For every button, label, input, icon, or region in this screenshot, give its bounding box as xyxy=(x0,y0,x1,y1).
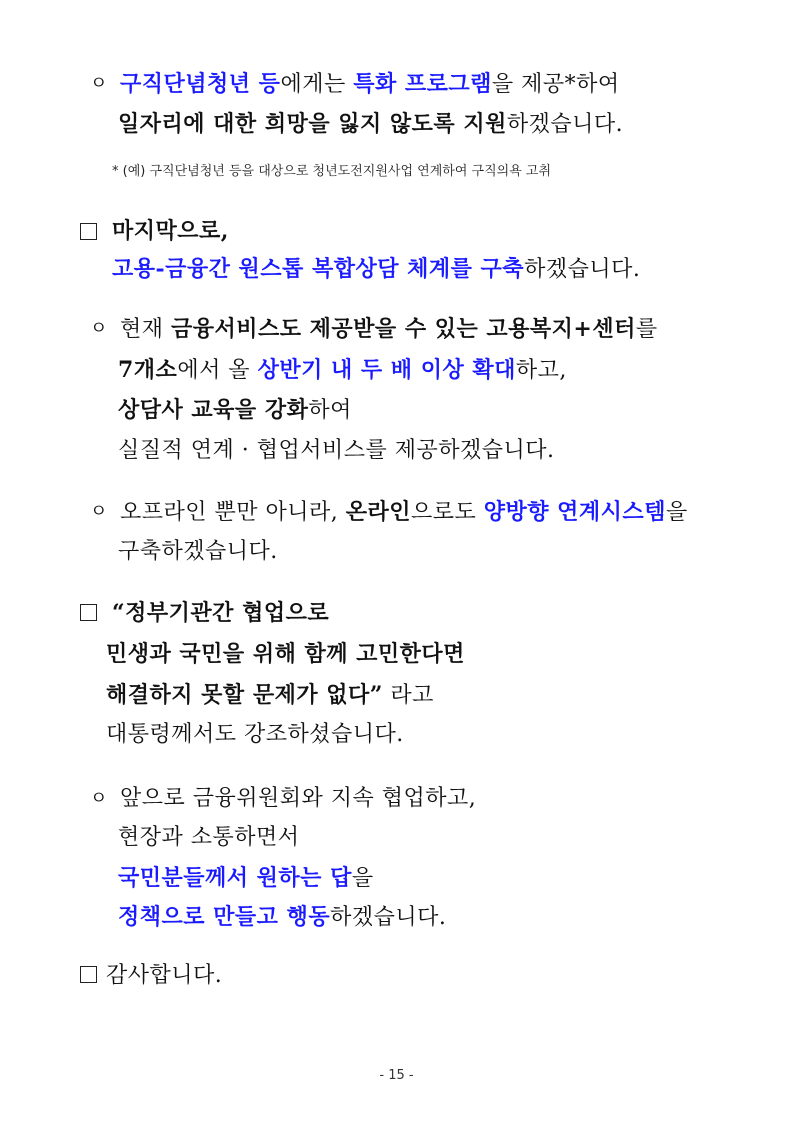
text-segment: 감사합니다. xyxy=(106,963,223,988)
checkbox-square-3 xyxy=(80,966,97,983)
text-segment: 특화 프로그램 xyxy=(353,71,492,97)
bullet-circle-4: ㅇ xyxy=(90,788,108,809)
text-line-18 xyxy=(118,862,374,895)
text-line-13 xyxy=(106,638,465,671)
text-line-7 xyxy=(118,354,567,387)
text-segment: 하여 xyxy=(308,398,352,423)
text-line-10 xyxy=(120,496,688,529)
text-segment: 하겠습니다. xyxy=(330,905,447,930)
text-line-14 xyxy=(106,679,434,712)
text-segment: 상반기 내 두 배 이상 확대 xyxy=(257,357,516,383)
text-segment: 금융서비스도 제공받을 수 있는 고용복지+센터 xyxy=(171,316,636,342)
text-line-8 xyxy=(118,394,352,427)
text-segment: 으로도 xyxy=(411,500,484,525)
text-segment: 을 xyxy=(665,500,688,525)
text-segment: 구직단념청년 등 xyxy=(120,71,281,97)
text-segment: 고용-금융간 원스톱 복합상담 체계를 구축 xyxy=(112,256,525,282)
text-segment: 실질적 연계 · 협업서비스를 제공하겠습니다. xyxy=(118,438,555,463)
text-line-5 xyxy=(112,253,640,286)
checkbox-square-1 xyxy=(80,223,97,240)
text-segment: 를 xyxy=(635,317,658,342)
text-line-11 xyxy=(118,536,278,568)
text-line-17 xyxy=(118,822,300,854)
text-segment: 양방향 연계시스템 xyxy=(483,499,666,525)
text-segment: 에서 올 xyxy=(177,358,258,383)
text-segment: 을 xyxy=(351,866,374,891)
text-segment: 국민분들께서 원하는 답 xyxy=(118,865,352,891)
text-line-15 xyxy=(106,719,404,751)
text-segment: 현재 xyxy=(120,317,171,342)
text-line-2 xyxy=(118,108,623,141)
text-segment: 을 제공*하여 xyxy=(491,72,620,97)
text-segment: 7개소 xyxy=(118,357,178,383)
text-segment: 에게는 xyxy=(280,72,354,97)
text-line-1 xyxy=(120,68,620,101)
text-line-9 xyxy=(118,435,555,467)
text-segment: 대통령께서도 강조하셨습니다. xyxy=(106,722,404,747)
text-line-16 xyxy=(120,783,476,815)
text-segment: 하고, xyxy=(515,358,567,383)
bullet-circle-1: ㅇ xyxy=(90,73,108,94)
text-line-19 xyxy=(118,901,446,934)
text-line-12 xyxy=(112,597,329,630)
text-segment: 하겠습니다. xyxy=(506,112,624,137)
text-line-20 xyxy=(106,960,222,992)
text-segment: 앞으로 금융위원회와 지속 협업하고, xyxy=(120,786,477,811)
text-segment: 마지막으로, xyxy=(112,218,229,244)
bullet-circle-2: ㅇ xyxy=(90,318,108,339)
text-segment: 오프라인 뿐만 아니라, xyxy=(120,500,346,525)
text-line-4 xyxy=(112,215,229,248)
page-number: - 15 - xyxy=(379,1068,414,1083)
text-segment: “정부기관간 협업으로 xyxy=(112,600,330,626)
text-segment: 해결하지 못할 문제가 없다” xyxy=(106,682,383,708)
text-segment: 라고 xyxy=(382,683,434,708)
text-segment: 민생과 국민을 위해 함께 고민한다면 xyxy=(106,641,465,667)
text-segment: 현장과 소통하면서 xyxy=(118,825,300,850)
text-segment: 상담사 교육을 강화 xyxy=(118,397,309,423)
text-segment: 정책으로 만들고 행동 xyxy=(118,904,331,930)
text-segment: 일자리에 대한 희망을 잃지 않도록 지원 xyxy=(118,111,507,137)
text-segment: 온라인 xyxy=(345,499,412,525)
text-segment: 하겠습니다. xyxy=(524,257,641,282)
text-line-6 xyxy=(120,313,658,346)
checkbox-square-2 xyxy=(80,604,97,621)
bullet-circle-3: ㅇ xyxy=(90,501,108,522)
footnote: * (예) 구직단념청년 등을 대상으로 청년도전지원사업 연계하여 구직의욕 고취 xyxy=(112,164,552,179)
text-segment: 구축하겠습니다. xyxy=(118,539,278,564)
